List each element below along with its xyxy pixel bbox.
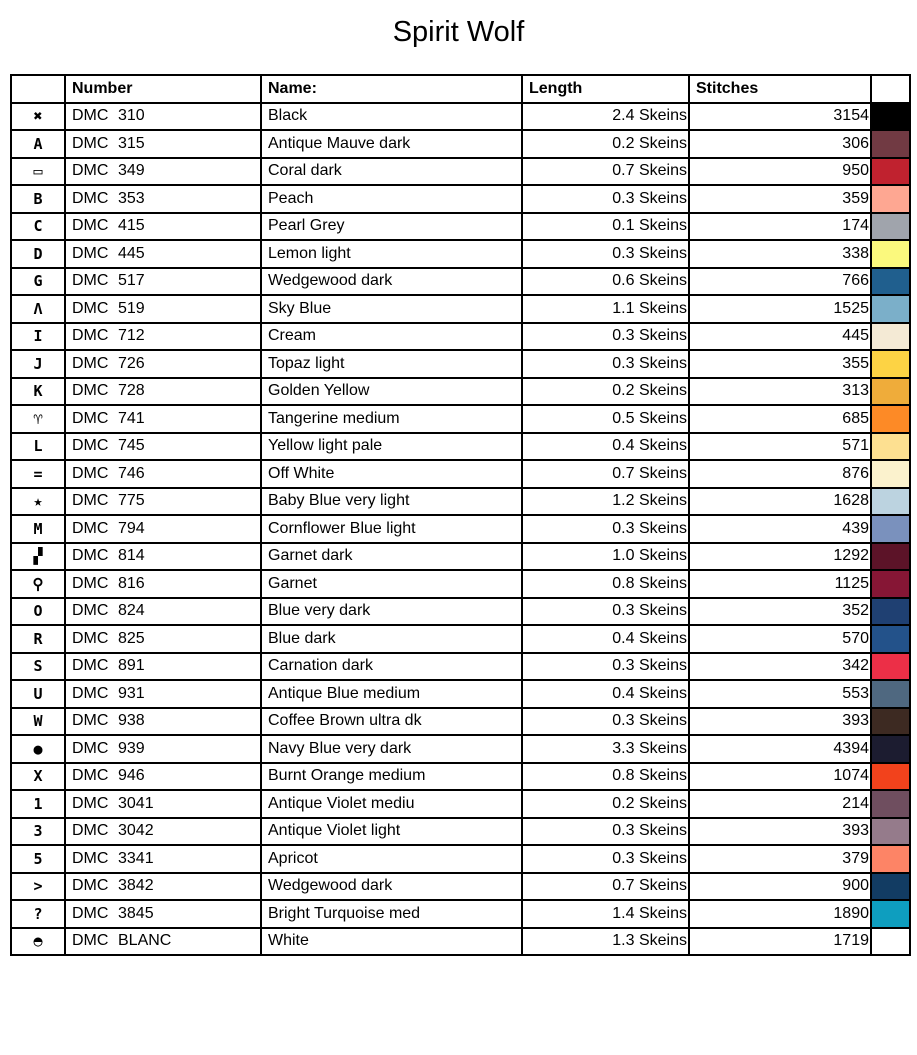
color-swatch [871,350,910,378]
thread-name: Sky Blue [261,295,522,323]
table-row [11,213,910,241]
symbol-icon: K [11,378,65,406]
thread-name: Blue dark [261,625,522,653]
thread-number [65,928,261,956]
brand: DMC [72,464,109,482]
table-row [11,763,910,791]
length: 0.2 Skeins [522,378,689,406]
table-row [11,460,910,488]
length: 0.7 Skeins [522,158,689,186]
color-swatch [871,130,910,158]
table-row [11,130,910,158]
header-stitches: Stitches [689,75,871,103]
thread-number [65,323,261,351]
color-swatch [871,460,910,488]
brand: DMC [72,574,109,592]
color-swatch [871,818,910,846]
table-row [11,845,910,873]
thread-name: Lemon light [261,240,522,268]
symbol-icon: A [11,130,65,158]
table-row [11,158,910,186]
brand: DMC [72,162,109,180]
number: 712 [118,327,145,345]
thread-number [65,570,261,598]
symbol-icon: 5 [11,845,65,873]
stitches: 1628 [689,488,871,516]
color-swatch [871,598,910,626]
length: 1.4 Skeins [522,900,689,928]
table-row [11,873,910,901]
table-row [11,818,910,846]
thread-name: Antique Mauve dark [261,130,522,158]
thread-number [65,735,261,763]
length: 0.3 Skeins [522,323,689,351]
thread-name: Topaz light [261,350,522,378]
thread-number [65,213,261,241]
number: 939 [118,739,145,757]
stitches: 950 [689,158,871,186]
stitches: 439 [689,515,871,543]
symbol-icon: ✖ [11,103,65,131]
thread-number [65,680,261,708]
number: 3842 [118,877,154,895]
symbol-icon: ▭ [11,158,65,186]
symbol-icon: ★ [11,488,65,516]
number: 3042 [118,822,154,840]
color-swatch [871,900,910,928]
brand: DMC [72,382,109,400]
number: 3845 [118,904,154,922]
number: 315 [118,134,145,152]
color-swatch [871,763,910,791]
header-symbol [11,75,65,103]
length: 2.4 Skeins [522,103,689,131]
color-swatch [871,570,910,598]
stitches: 570 [689,625,871,653]
table-row [11,928,910,956]
table-row [11,488,910,516]
number: 816 [118,574,145,592]
number: 891 [118,657,145,675]
length: 0.3 Skeins [522,653,689,681]
thread-number [65,543,261,571]
color-swatch [871,295,910,323]
stitches: 1719 [689,928,871,956]
table-row [11,900,910,928]
color-swatch [871,653,910,681]
brand: DMC [72,327,109,345]
thread-name: Blue very dark [261,598,522,626]
brand: DMC [72,134,109,152]
number: 825 [118,629,145,647]
number: 814 [118,547,145,565]
stitches: 571 [689,433,871,461]
brand: DMC [72,822,109,840]
stitches: 342 [689,653,871,681]
thread-number [65,433,261,461]
number: BLANC [118,932,172,950]
brand: DMC [72,712,109,730]
symbol-icon: I [11,323,65,351]
thread-number [65,625,261,653]
symbol-icon: Λ [11,295,65,323]
brand: DMC [72,904,109,922]
stitches: 352 [689,598,871,626]
brand: DMC [72,217,109,235]
thread-number [65,488,261,516]
thread-number [65,130,261,158]
thread-number [65,598,261,626]
length: 0.4 Skeins [522,433,689,461]
color-swatch [871,515,910,543]
thread-name: Bright Turquoise med [261,900,522,928]
table-row [11,570,910,598]
color-swatch [871,543,910,571]
thread-number [65,460,261,488]
length: 1.3 Skeins [522,928,689,956]
brand: DMC [72,437,109,455]
brand: DMC [72,492,109,510]
symbol-icon: C [11,213,65,241]
brand: DMC [72,657,109,675]
thread-number [65,350,261,378]
brand: DMC [72,932,109,950]
color-swatch [871,185,910,213]
thread-name: Cream [261,323,522,351]
symbol-icon: = [11,460,65,488]
stitches: 174 [689,213,871,241]
brand: DMC [72,299,109,317]
number: 938 [118,712,145,730]
length: 0.6 Skeins [522,268,689,296]
stitches: 338 [689,240,871,268]
length: 1.1 Skeins [522,295,689,323]
brand: DMC [72,849,109,867]
table-row [11,515,910,543]
page-title: Spirit Wolf [392,16,525,48]
number: 349 [118,162,145,180]
table-row [11,350,910,378]
symbol-icon: M [11,515,65,543]
thread-number [65,295,261,323]
stitches: 379 [689,845,871,873]
thread-name: Apricot [261,845,522,873]
brand: DMC [72,877,109,895]
color-swatch [871,735,910,763]
table-row [11,240,910,268]
length: 0.8 Skeins [522,570,689,598]
thread-number [65,818,261,846]
color-swatch [871,928,910,956]
thread-number [65,268,261,296]
stitches: 355 [689,350,871,378]
number: 3041 [118,794,154,812]
symbol-icon: U [11,680,65,708]
thread-number [65,873,261,901]
table-row [11,708,910,736]
table-row [11,103,910,131]
symbol-icon: R [11,625,65,653]
table-row [11,735,910,763]
thread-name: Navy Blue very dark [261,735,522,763]
symbol-icon: 1 [11,790,65,818]
header-color [871,75,910,103]
table-row [11,378,910,406]
length: 0.7 Skeins [522,873,689,901]
symbol-icon: 3 [11,818,65,846]
thread-number [65,845,261,873]
table-row [11,268,910,296]
thread-name: Baby Blue very light [261,488,522,516]
number: 353 [118,189,145,207]
brand: DMC [72,794,109,812]
length: 1.2 Skeins [522,488,689,516]
thread-number [65,763,261,791]
symbol-icon: L [11,433,65,461]
brand: DMC [72,272,109,290]
brand: DMC [72,354,109,372]
symbol-icon: W [11,708,65,736]
table-row [11,790,910,818]
length: 3.3 Skeins [522,735,689,763]
thread-number [65,790,261,818]
number: 931 [118,684,145,702]
thread-number [65,405,261,433]
color-swatch [871,323,910,351]
thread-number [65,240,261,268]
stitches: 900 [689,873,871,901]
color-swatch [871,213,910,241]
length: 0.4 Skeins [522,680,689,708]
stitches: 1292 [689,543,871,571]
number: 745 [118,437,145,455]
brand: DMC [72,629,109,647]
thread-name: Yellow light pale [261,433,522,461]
table-header [11,75,910,103]
color-swatch [871,488,910,516]
thread-name: Wedgewood dark [261,873,522,901]
number: 3341 [118,849,154,867]
number: 728 [118,382,145,400]
number: 946 [118,767,145,785]
symbol-icon: J [11,350,65,378]
length: 0.3 Skeins [522,598,689,626]
symbol-icon: ◓ [11,928,65,956]
brand: DMC [72,244,109,262]
color-swatch [871,845,910,873]
stitches: 1074 [689,763,871,791]
stitches: 1525 [689,295,871,323]
length: 0.3 Skeins [522,845,689,873]
symbol-icon: O [11,598,65,626]
symbol-icon: X [11,763,65,791]
stitches: 306 [689,130,871,158]
length: 0.1 Skeins [522,213,689,241]
brand: DMC [72,739,109,757]
thread-name: Coffee Brown ultra dk [261,708,522,736]
color-swatch [871,268,910,296]
length: 0.4 Skeins [522,625,689,653]
number: 741 [118,409,145,427]
number: 726 [118,354,145,372]
symbol-icon: ⚲ [11,570,65,598]
stitches: 393 [689,818,871,846]
length: 0.7 Skeins [522,460,689,488]
color-swatch [871,680,910,708]
thread-name: Black [261,103,522,131]
table-row [11,295,910,323]
number: 775 [118,492,145,510]
thread-name: Burnt Orange medium [261,763,522,791]
table-row [11,405,910,433]
color-swatch [871,103,910,131]
brand: DMC [72,684,109,702]
stitches: 553 [689,680,871,708]
thread-name: Antique Violet light [261,818,522,846]
number: 445 [118,244,145,262]
thread-name: Antique Violet mediu [261,790,522,818]
table-row [11,680,910,708]
table-row [11,433,910,461]
table-row [11,543,910,571]
brand: DMC [72,409,109,427]
symbol-icon: S [11,653,65,681]
thread-name: Carnation dark [261,653,522,681]
thread-name: Wedgewood dark [261,268,522,296]
color-swatch [871,378,910,406]
length: 0.2 Skeins [522,130,689,158]
color-swatch [871,625,910,653]
thread-number [65,158,261,186]
thread-number [65,653,261,681]
length: 0.3 Skeins [522,515,689,543]
symbol-icon: B [11,185,65,213]
thread-number [65,185,261,213]
color-swatch [871,790,910,818]
number: 415 [118,217,145,235]
brand: DMC [72,519,109,537]
thread-name: White [261,928,522,956]
table-row [11,185,910,213]
thread-name: Pearl Grey [261,213,522,241]
length: 0.3 Skeins [522,708,689,736]
symbol-icon: G [11,268,65,296]
table-row [11,323,910,351]
thread-number [65,708,261,736]
table-row [11,598,910,626]
stitches: 445 [689,323,871,351]
color-swatch [871,708,910,736]
color-swatch [871,158,910,186]
table-row [11,653,910,681]
length: 0.3 Skeins [522,818,689,846]
length: 1.0 Skeins [522,543,689,571]
brand: DMC [72,602,109,620]
number: 519 [118,299,145,317]
color-swatch [871,873,910,901]
table-row [11,625,910,653]
symbol-icon: ▞ [11,543,65,571]
stitches: 359 [689,185,871,213]
length: 0.3 Skeins [522,185,689,213]
stitches: 685 [689,405,871,433]
stitches: 4394 [689,735,871,763]
length: 0.8 Skeins [522,763,689,791]
header-number: Number [65,75,261,103]
brand: DMC [72,107,109,125]
symbol-icon: ♈ [11,405,65,433]
brand: DMC [72,189,109,207]
header-name: Name: [261,75,522,103]
symbol-icon: D [11,240,65,268]
number: 310 [118,107,145,125]
thread-name: Tangerine medium [261,405,522,433]
length: 0.2 Skeins [522,790,689,818]
stitches: 393 [689,708,871,736]
symbol-icon: ● [11,735,65,763]
symbol-icon: ? [11,900,65,928]
color-swatch [871,433,910,461]
header-length: Length [522,75,689,103]
stitches: 214 [689,790,871,818]
thread-name: Cornflower Blue light [261,515,522,543]
thread-table [10,74,911,956]
thread-name: Antique Blue medium [261,680,522,708]
stitches: 3154 [689,103,871,131]
thread-name: Coral dark [261,158,522,186]
thread-name: Garnet dark [261,543,522,571]
thread-name: Golden Yellow [261,378,522,406]
length: 0.5 Skeins [522,405,689,433]
number: 824 [118,602,145,620]
stitches: 1125 [689,570,871,598]
thread-number [65,378,261,406]
brand: DMC [72,547,109,565]
number: 517 [118,272,145,290]
number: 746 [118,464,145,482]
brand: DMC [72,767,109,785]
stitches: 1890 [689,900,871,928]
symbol-icon: > [11,873,65,901]
stitches: 313 [689,378,871,406]
length: 0.3 Skeins [522,350,689,378]
thread-name: Peach [261,185,522,213]
thread-name: Off White [261,460,522,488]
stitches: 876 [689,460,871,488]
length: 0.3 Skeins [522,240,689,268]
thread-name: Garnet [261,570,522,598]
color-swatch [871,405,910,433]
thread-number [65,103,261,131]
stitches: 766 [689,268,871,296]
number: 794 [118,519,145,537]
thread-number [65,900,261,928]
thread-number [65,515,261,543]
color-swatch [871,240,910,268]
